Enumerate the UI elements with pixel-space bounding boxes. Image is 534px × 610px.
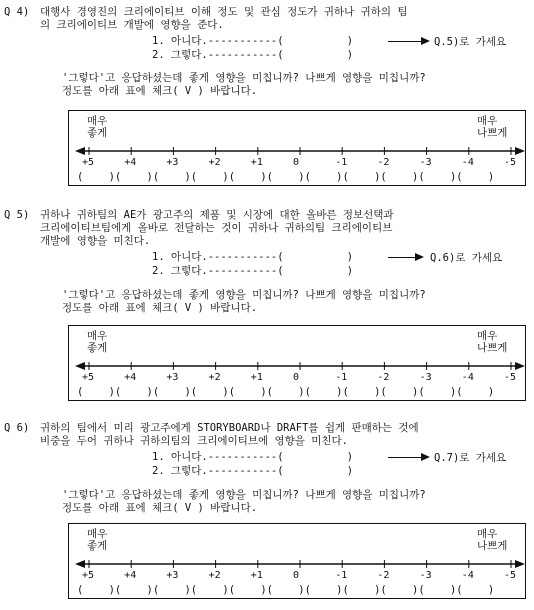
scale-right-label: 매우 나쁘게	[477, 115, 508, 139]
tick-label: +2	[208, 570, 221, 581]
skip-instruction: Q.7)로 가세요	[434, 452, 507, 464]
tick-label: 0	[293, 372, 300, 383]
rating-instruction: '그렇다'고 응답하셨는데 좋게 영향을 미칩니까? 나쁘게 영향을 미칩니까? 정도를 아래 표에 체크( V ) 바랍니다.	[62, 72, 426, 97]
tick-label: +5	[82, 372, 95, 383]
tick-label: +1	[250, 372, 263, 383]
tick-label: 0	[293, 570, 300, 581]
left-arrowhead-icon	[75, 147, 85, 155]
scale-right-label: 매우 나쁘게	[477, 330, 508, 354]
question-text: 귀하의 팀에서 미리 광고주에게 STORYBOARD나 DRAFT를 쉽게 판매하는 것에 비중을 두어 귀하나 귀하의팀의 크리에이티브에 영향을 미친다.	[40, 422, 419, 447]
tick-label: -1	[335, 372, 348, 383]
tick-label: +1	[250, 157, 263, 168]
tick-label: -4	[461, 372, 474, 383]
right-arrowhead-icon	[515, 362, 525, 370]
tick-label: -1	[335, 157, 348, 168]
option-yes[interactable]: 2. 그렇다.-----------( )	[152, 265, 354, 277]
question-number: Q 5)	[4, 209, 30, 221]
scale-left-label: 매우 좋게	[87, 115, 108, 139]
tick-label: -3	[419, 157, 432, 168]
tick-label: +5	[82, 570, 95, 581]
tick-label: +4	[124, 157, 137, 168]
left-arrowhead-icon	[75, 362, 85, 370]
checkbox-row[interactable]: ( )( )( )( )( )( )( )( )( )( )( )	[77, 171, 495, 183]
checkbox-row[interactable]: ( )( )( )( )( )( )( )( )( )( )( )	[77, 584, 495, 596]
option-yes[interactable]: 2. 그렇다.-----------( )	[152, 465, 354, 477]
tick-label: -5	[504, 372, 517, 383]
checkbox-row[interactable]: ( )( )( )( )( )( )( )( )( )( )( )	[77, 386, 495, 398]
right-arrowhead-icon	[515, 147, 525, 155]
question-text: 귀하나 귀하팀의 AE가 광고주의 제품 및 시장에 대한 올바른 정보선택과 크리에이티브팀에게 올바로 전달하는 것이 귀하나 귀하의팀 크리에이티브 개발에 영향을 미친다.	[40, 209, 394, 247]
skip-instruction: Q.5)로 가세요	[434, 36, 507, 48]
tick-label: -2	[377, 372, 390, 383]
skip-instruction: Q.6)로 가세요	[430, 252, 503, 264]
tick-label: +1	[250, 570, 263, 581]
tick-label: -2	[377, 157, 390, 168]
tick-label: -4	[461, 157, 474, 168]
option-no[interactable]: 1. 아니다.-----------( )	[152, 451, 354, 463]
tick-label: -3	[419, 570, 432, 581]
tick-label: +4	[124, 372, 137, 383]
question-text: 대행사 경영진의 크리에이티브 이해 정도 및 관심 정도가 귀하나 귀하의 팀 의 크리에이티브 개발에 영향을 준다.	[40, 6, 408, 31]
question-number: Q 6)	[4, 422, 30, 434]
rating-scale	[68, 523, 526, 599]
tick-label: +2	[208, 372, 221, 383]
option-no[interactable]: 1. 아니다.-----------( )	[152, 251, 354, 263]
tick-label: -5	[504, 157, 517, 168]
tick-label: 0	[293, 157, 300, 168]
tick-label: -2	[377, 570, 390, 581]
tick-label: +5	[82, 157, 95, 168]
option-no[interactable]: 1. 아니다.-----------( )	[152, 35, 354, 47]
tick-label: +3	[166, 372, 179, 383]
tick-label: -5	[504, 570, 517, 581]
question-number: Q 4)	[4, 6, 30, 18]
right-arrowhead-icon	[515, 560, 525, 568]
rating-instruction: '그렇다'고 응답하셨는데 좋게 영향을 미칩니까? 나쁘게 영향을 미칩니까? 정도를 아래 표에 체크( V ) 바랍니다.	[62, 289, 426, 314]
rating-instruction: '그렇다'고 응답하셨는데 좋게 영향을 미칩니까? 나쁘게 영향을 미칩니까? 정도를 아래 표에 체크( V ) 바랍니다.	[62, 489, 426, 514]
tick-label: +4	[124, 570, 137, 581]
scale-left-label: 매우 좋게	[87, 528, 108, 552]
left-arrowhead-icon	[75, 560, 85, 568]
tick-label: +2	[208, 157, 221, 168]
tick-label: +3	[166, 570, 179, 581]
scale-right-label: 매우 나쁘게	[477, 528, 508, 552]
tick-label: +3	[166, 157, 179, 168]
tick-label: -1	[335, 570, 348, 581]
rating-scale	[68, 325, 526, 401]
arrow-icon	[388, 457, 428, 458]
tick-label: -3	[419, 372, 432, 383]
arrow-icon	[388, 41, 428, 42]
rating-scale	[68, 110, 526, 186]
tick-label: -4	[461, 570, 474, 581]
scale-left-label: 매우 좋게	[87, 330, 108, 354]
arrow-icon	[388, 257, 422, 258]
option-yes[interactable]: 2. 그렇다.-----------( )	[152, 49, 354, 61]
